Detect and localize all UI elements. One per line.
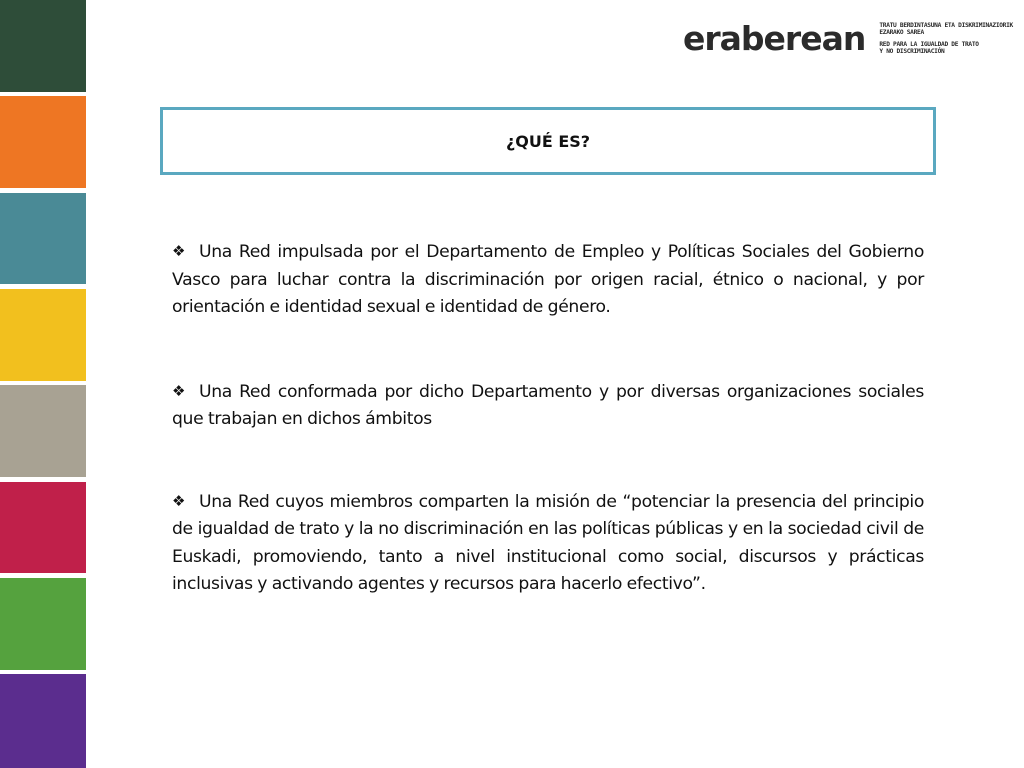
eraberean-logo [683,19,1013,59]
diamond-bullet-icon: ❖ [172,381,186,400]
color-swatch-teal [0,193,86,285]
logo-tagline-eu-line-2: EZARAKO SAREA [879,29,924,37]
color-swatch-gray [0,385,86,477]
bullet-item [172,378,924,434]
bullet-text: Una Red conformada por dicho Departamento y por diversas organizaciones sociales que trabajan en dichos ámbitos [172,381,924,429]
bullet-item [172,238,924,322]
color-swatch-crimson [0,482,86,574]
bullet-text: Una Red cuyos miembros comparten la misión de “potenciar la presencia del principio de igualdad de trato y la no discriminación en las políticas públicas y en la sociedad civil de Euskadi, promoviendo, tanto a nivel institucional como social, discursos y prácticas inclusivas y activando agentes y recursos para hacerlo efectivo”. [172,491,924,594]
color-swatch-yellow [0,289,86,381]
title-box [160,107,936,175]
color-swatch-purple [0,674,86,768]
logo-tagline [879,22,1013,56]
logo-tagline-es-line-2: Y NO DISCRIMINACIÓN [879,48,945,56]
color-swatch-green-dark [0,0,86,92]
slide-title: ¿QUÉ ES? [505,131,591,151]
logo-tagline-es-line-1: RED PARA LA IGUALDAD DE TRATO [879,40,979,48]
bullet-list [172,238,924,599]
bullet-text: Una Red impulsada por el Departamento de Empleo y Políticas Sociales del Gobierno Vasco para luchar contra la discriminación por origen racial, étnico o nacional, y por orientación e identidad sexual e identidad de género. [172,242,924,317]
color-swatch-green [0,578,86,670]
diamond-bullet-icon: ❖ [172,491,186,510]
bullet-item [172,488,924,599]
color-swatch-orange [0,96,86,188]
diamond-bullet-icon: ❖ [172,242,186,260]
logo-tagline-eu-line-1: TRATU BERDINTASUNA ETA DISKRIMINAZIORIK [879,22,1013,29]
logo-wordmark: eraberean [683,19,866,59]
color-strip [0,0,86,768]
